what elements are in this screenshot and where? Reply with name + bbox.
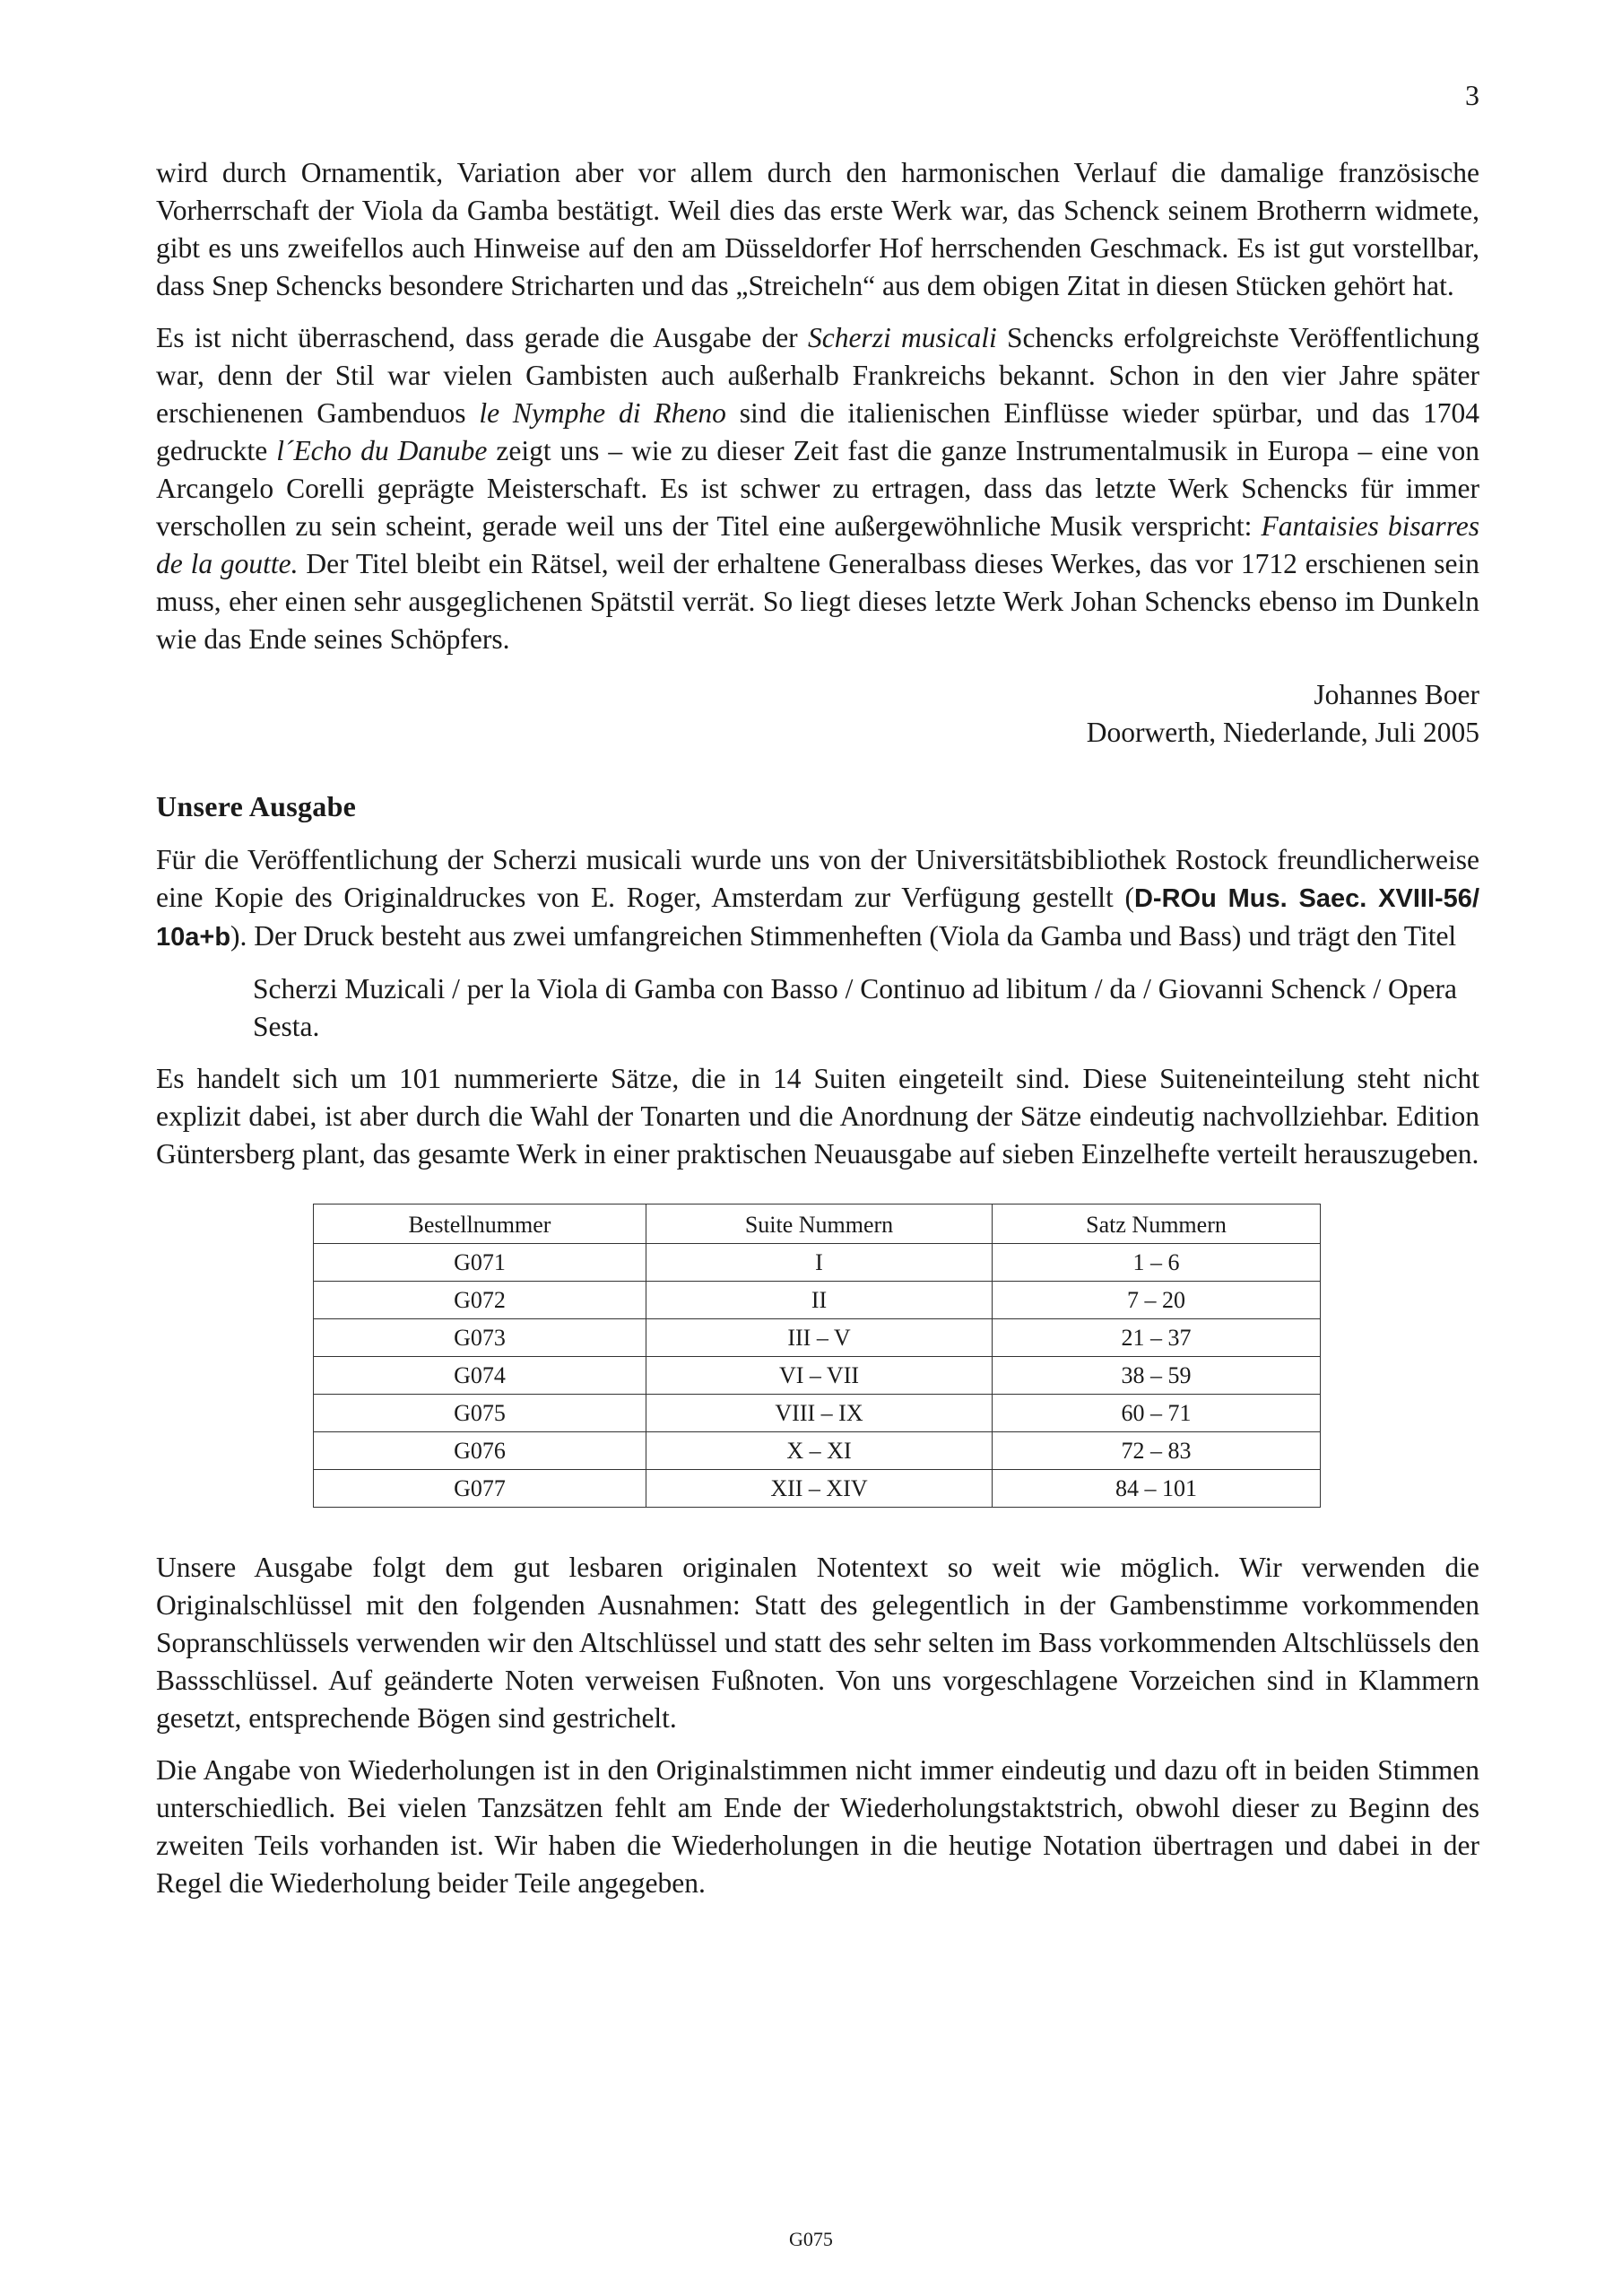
work-title-nymphe: le Nymphe di Rheno — [479, 397, 726, 429]
cell-order-number: G073 — [314, 1319, 646, 1357]
cell-order-number: G074 — [314, 1357, 646, 1395]
shelfmark: D-ROu Mus. Saec. XVIII-56/ 10a+b — [156, 884, 1479, 952]
cell-movements: 38 – 59 — [993, 1357, 1321, 1395]
page-number: 3 — [1465, 79, 1479, 111]
cell-suites: VI – VII — [646, 1357, 992, 1395]
table-row — [314, 1282, 1321, 1319]
paragraph-2 — [156, 319, 1479, 658]
cell-movements: 21 – 37 — [993, 1319, 1321, 1357]
table-row — [314, 1395, 1321, 1432]
table-row — [314, 1244, 1321, 1282]
work-title-scherzi: Scherzi musicali — [807, 322, 997, 353]
cell-order-number: G071 — [314, 1244, 646, 1282]
paragraph-3-text-b: ). Der Druck besteht aus zwei umfangreichen Stimmenheften (Viola da Gamba und Bass) und trägt den Titel — [230, 920, 1457, 952]
cell-movements: 60 – 71 — [993, 1395, 1321, 1432]
table-row — [314, 1357, 1321, 1395]
paragraph-6: Die Angabe von Wiederholungen ist in den Originalstimmen nicht immer eindeutig und dazu oft in beiden Stimmen unterschiedlich. Bei vielen Tanzsätzen fehlt am Ende der Wiederholungstaktstrich, obwohl dieser zu Beginn des zweiten Teils vorhanden ist. Wir haben die Wiederholungen in die heutige Notation übertragen und dabei in der Regel die Wiederholung beider Teile angegeben. — [156, 1754, 1479, 1899]
original-title-quote: Scherzi Muzicali / per la Viola di Gamba con Basso / Continuo ad libitum / da / Giovanni Schenck / Opera Sesta. — [253, 973, 1457, 1042]
work-title-fantaisies: Fantaisies bisarres de la goutte. — [156, 510, 1479, 579]
cell-suites: I — [646, 1244, 992, 1282]
header-satz-nummern: Satz Nummern — [993, 1205, 1321, 1244]
paragraph-2-text-e: Der Titel bleibt ein Rätsel, weil der erhaltene Generalbass dieses Werkes, das vor 1712 erschienen sein muss, eher einen sehr ausgeglichenen Spätstil verrät. So liegt dieses letzte Werk Johan Schencks ebenso im Dunkeln wie das Ende seines Schöpfers. — [156, 548, 1479, 655]
paragraph-4: Es handelt sich um 101 nummerierte Sätze, die in 14 Suiten eingeteilt sind. Diese Suiteneinteilung steht nicht explizit dabei, ist aber durch die Wahl der Tonarten und die Anordnung der Sätze eindeutig nachvollziehbar. Edition Güntersberg plant, das gesamte Werk in einer praktischen Neuausgabe auf sieben Einzelhefte verteilt herauszugeben. — [156, 1063, 1479, 1170]
cell-suites: II — [646, 1282, 992, 1319]
table-row — [314, 1432, 1321, 1470]
editions-table — [313, 1204, 1321, 1508]
cell-movements: 84 – 101 — [993, 1470, 1321, 1508]
cell-order-number: G076 — [314, 1432, 646, 1470]
cell-order-number: G072 — [314, 1282, 646, 1319]
paragraph-2-text-d: zeigt uns – wie zu dieser Zeit fast die ganze Instrumentalmusik in Europa – eine von Arcangelo Corelli geprägte Meisterschaft. Es ist schwer zu ertragen, dass das letzte Werk Schencks für immer verschollen zu sein scheint, gerade weil uns der Titel eine außergewöhnliche Musik verspricht: — [156, 435, 1479, 542]
cell-movements: 7 – 20 — [993, 1282, 1321, 1319]
work-title-echo: l´Echo du Danube — [276, 435, 488, 466]
paragraph-2-text-b: Schencks erfolgreichste Veröffentlichung war, denn der Stil war vielen Gambisten auch außerhalb Frankreichs bekannt. Schon in den vier Jahre später erschienenen Gambenduos — [156, 322, 1480, 429]
cell-order-number: G077 — [314, 1470, 646, 1508]
signature-block — [156, 676, 1479, 752]
table-header-row — [314, 1205, 1321, 1244]
cell-movements: 1 – 6 — [993, 1244, 1321, 1282]
footer-order-code: G075 — [789, 2228, 833, 2250]
section-heading: Unsere Ausgabe — [156, 790, 357, 822]
cell-movements: 72 – 83 — [993, 1432, 1321, 1470]
cell-order-number: G075 — [314, 1395, 646, 1432]
document-body — [156, 154, 1479, 1917]
place-date: Doorwerth, Niederlande, Juli 2005 — [1086, 717, 1479, 748]
table-row — [314, 1319, 1321, 1357]
paragraph-1: wird durch Ornamentik, Variation aber vor allem durch den harmonischen Verlauf die damalige französische Vorherrschaft der Viola da Gamba bestätigt. Weil dies das erste Werk war, das Schenck seinem Brotherrn widmete, gibt es uns zweifellos auch Hinweise auf den am Düsseldorfer Hof herrschenden Geschmack. Es ist gut vorstellbar, dass Snep Schencks besondere Stricharten und das „Streicheln“ aus dem obigen Zitat in diesen Stücken gehört hat. — [156, 157, 1479, 301]
cell-suites: XII – XIV — [646, 1470, 992, 1508]
cell-suites: III – V — [646, 1319, 992, 1357]
table-row — [314, 1470, 1321, 1508]
paragraph-5: Unsere Ausgabe folgt dem gut lesbaren originalen Notentext so weit wie möglich. Wir verwenden die Originalschlüssel mit den folgenden Ausnahmen: Statt des gelegentlich in der Gambenstimme vorkommenden Sopranschlüssels verwenden wir den Altschlüssel und statt des sehr selten im Bass vorkommenden Altschlüssels den Bassschlüssel. Auf geänderte Noten verweisen Fußnoten. Von uns vorgeschlagene Vorzeichen sind in Klammern gesetzt, entsprechende Bögen sind gestrichelt. — [156, 1552, 1479, 1734]
author-name: Johannes Boer — [1314, 679, 1479, 710]
paragraph-3-text-a: Für die Veröffentlichung der Scherzi musicali wurde uns von der Universitätsbibliothek Rostock freundlicherweise eine Kopie des Originaldruckes von E. Roger, Amsterdam zur Verfügung gestellt ( — [156, 844, 1479, 913]
paragraph-2-text-c: sind die italienischen Einflüsse wieder spürbar, und das 1704 gedruckte — [156, 397, 1479, 466]
paragraph-3 — [156, 841, 1479, 956]
header-bestellnummer: Bestellnummer — [314, 1205, 646, 1244]
paragraph-2-text-a: Es ist nicht überraschend, dass gerade die Ausgabe der — [156, 322, 808, 353]
header-suite-nummern: Suite Nummern — [646, 1205, 992, 1244]
cell-suites: X – XI — [646, 1432, 992, 1470]
cell-suites: VIII – IX — [646, 1395, 992, 1432]
